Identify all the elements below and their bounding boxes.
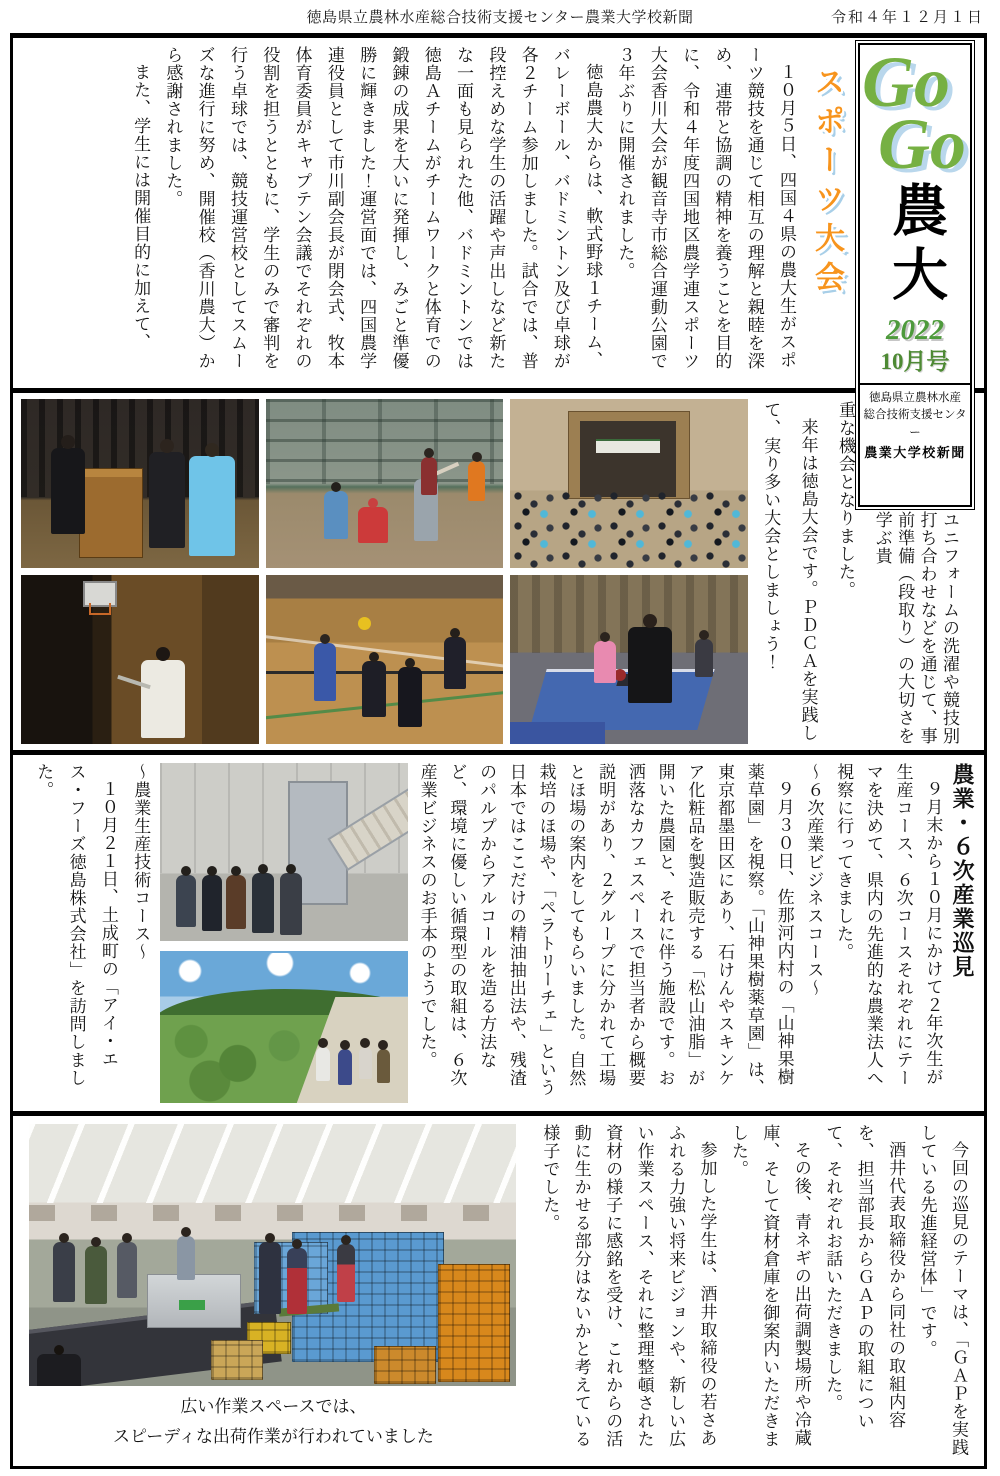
section-gap-visit bbox=[13, 1116, 984, 1468]
gap-paragraph-4: 参加した学生は、酒井取締役の若さあふれる力強い将来ビジョンや、新しい広い作業スペース、それに整理整頓された資材の様子に感銘を受け、これからの活動に生かせる部分はないかと考えている様子でした。 bbox=[540, 1124, 717, 1448]
gap-photo-column bbox=[29, 1124, 518, 1468]
agri-body: ９月３０日、佐那河内村の「山神果樹薬草園」を視察。「山神果樹薬草園」は、東京都墨田区にあり、石けんやスキンケア化粧品を製造販売する「松山油脂」が開いた農園と、それに伴う施設です。お洒落なカフェスペースで担当者から概要説明があり、２グループに分かれて工場とほ場の案内をしてもらいました。自然栽培のほ場や、「ペラトリーチェ」という日本ではここだけの精油抽出法や、残渣のパルプからアルコールを造る方法など、環境に優しい循環型の取組は、６次産業ビジネスのお手本のようでした。 bbox=[417, 763, 794, 1097]
masthead-issue: 10月号 bbox=[880, 348, 950, 374]
sports-cont-end: 重な機会となりました。 bbox=[836, 401, 855, 599]
photo-opening-ceremony bbox=[510, 399, 748, 568]
ceiling-lights bbox=[29, 1124, 516, 1203]
person-catcher bbox=[358, 507, 388, 543]
worker-3 bbox=[117, 1242, 137, 1298]
student-4 bbox=[252, 873, 274, 933]
paper-title: 徳島県立農林水産総合技術支援センター農業大学校新聞 bbox=[306, 9, 694, 26]
seated-crowd bbox=[510, 490, 748, 568]
page-frame bbox=[10, 33, 987, 1469]
person-umpire bbox=[324, 491, 348, 539]
agri-intro: ９月末から１０月にかけて２年次生が生産コース、６次コースそれぞれにテーマを決めて、県内の先進的な農業法人へ視察に行ってきました。 bbox=[834, 763, 943, 1087]
gap-paragraph-3: その後、青ネギの出荷調製場所や冷蔵庫、そして資材倉庫を御案内いただきました。 bbox=[728, 1124, 811, 1448]
photo-warehouse bbox=[29, 1124, 516, 1386]
person-player-2 bbox=[398, 667, 422, 727]
person-blue-shirt bbox=[189, 456, 235, 556]
person-spectator bbox=[695, 639, 713, 677]
photo-volleyball bbox=[266, 575, 504, 744]
worker-1 bbox=[53, 1242, 75, 1302]
agri-visit-text: １０月２１日、土成町の「アイ・エス・フーズ徳島株式会社」を訪問しました。 bbox=[34, 763, 118, 1087]
sports-photo-grid bbox=[21, 399, 748, 744]
masthead-go-bottom: Go bbox=[878, 104, 966, 185]
section-agri-tour bbox=[13, 755, 984, 1111]
scale-display bbox=[179, 1300, 205, 1310]
student-1 bbox=[176, 875, 196, 927]
worker-5 bbox=[259, 1242, 281, 1314]
gap-paragraph-2: 酒井代表取締役から同社の取組内容を、担当部長からＧＡＰの取組について、それぞれお話いただきました。 bbox=[823, 1124, 906, 1430]
sports-paragraph-1: １０月５日、四国４県の農大生がスポーツ競技を通じて相互の理解と親睦を深め、連帯と協調の精神を養うことを目的に、令和４年度四国地区農学連スポーツ大会香川大会が観音寺市総合運動公園で３年ぶりに開催されました。 bbox=[615, 46, 796, 370]
sports-article-text bbox=[25, 46, 802, 386]
photo-orchard-walk bbox=[160, 951, 408, 1103]
sports-title-column bbox=[802, 46, 850, 388]
person-student bbox=[149, 452, 185, 548]
agri-subhead-production: ～農業生産技術コース～ bbox=[131, 763, 151, 961]
stage-banner bbox=[596, 439, 660, 453]
walker-2 bbox=[338, 1049, 352, 1085]
gap-article-text bbox=[518, 1124, 974, 1460]
agri-headline: 農業・６次産業巡見 bbox=[950, 763, 975, 979]
walker-3 bbox=[359, 1047, 372, 1079]
stage-opening bbox=[580, 421, 676, 497]
student-5 bbox=[280, 873, 302, 935]
section-sports-article bbox=[13, 38, 984, 388]
worker-4 bbox=[177, 1236, 195, 1280]
masthead-go-top: Go bbox=[862, 43, 950, 122]
agri-left-column bbox=[27, 763, 156, 1103]
org-line-3: 農業大学校新聞 bbox=[864, 444, 966, 460]
person-player-1 bbox=[362, 661, 386, 717]
sports-closing: 来年は徳島大会です。ＰＤＣＡを実践して、実り多い大会としましょう！ bbox=[761, 401, 818, 742]
orange-crate-low bbox=[374, 1346, 436, 1384]
volleyball-ball bbox=[358, 617, 371, 630]
worker-red-apron-2 bbox=[337, 1244, 355, 1302]
person-staff-red bbox=[421, 457, 437, 495]
person-presenter bbox=[51, 448, 85, 534]
sports-continuation-left bbox=[748, 399, 864, 744]
page-header bbox=[0, 6, 1000, 32]
sports-paragraph-2: 徳島農大からは、軟式野球１チーム、バレーボール、バドミントン及び卓球が各２チーム参加しました。試合では、普段控えめな学生の活躍や声出しなど新たな一面も見られた他、バドミントンでは徳島Ａチームがチームワークと体育での鍛錬の成果を大いに発揮し、みごと準優勝に輝きました！運営面では、四国農学連役員として市川副会長が閉会式、牧本体育委員がキャプテン会議でそれぞれの役割を担うとともに、学生のみで審判を行う卓球では、競技運営校としてスムーズな進行に努め、開催校（香川農大）から感謝されました。 bbox=[163, 46, 603, 370]
person-staff-orange bbox=[468, 461, 485, 501]
walker-1 bbox=[316, 1047, 330, 1081]
agri-subhead-business: ～６次産業ビジネスコース～ bbox=[804, 763, 824, 997]
blue-barrier bbox=[510, 722, 605, 744]
wood-crate bbox=[211, 1340, 263, 1380]
person-badminton-player bbox=[141, 660, 185, 738]
gap-paragraph-1: 今回の巡見のテーマは、「ＧＡＰを実践している先進経営体」です。 bbox=[917, 1124, 968, 1457]
walker-4 bbox=[377, 1049, 390, 1083]
person-tt-player bbox=[628, 627, 672, 703]
photo-award-ceremony bbox=[21, 399, 259, 568]
org-line-2: 総合技術支援センター bbox=[863, 409, 967, 440]
worker-red-apron-1 bbox=[287, 1248, 307, 1314]
sports-paragraph-3: また、学生には開催目的に加えて、 bbox=[131, 63, 151, 351]
orange-crate-stack bbox=[438, 1264, 510, 1382]
photo-caption bbox=[29, 1392, 518, 1452]
photo-badminton bbox=[21, 575, 259, 744]
worker-2 bbox=[85, 1246, 107, 1304]
photo-table-tennis bbox=[510, 575, 748, 744]
sports-cont-text: ユニフォームの洗濯や競技別打ち合わせなどを通じて、事前準備（段取り）の大切さを学ぶ貴 bbox=[872, 511, 959, 745]
person-pink-shirt bbox=[594, 641, 616, 683]
person-player-blue bbox=[314, 643, 336, 701]
agri-photo-column bbox=[156, 763, 412, 1105]
masthead-year: 2022 bbox=[886, 314, 944, 347]
observer-foreground bbox=[37, 1354, 81, 1386]
person-player-3 bbox=[444, 637, 466, 689]
masthead-org bbox=[860, 383, 970, 464]
sports-title: スポーツ大会 bbox=[810, 66, 843, 300]
podium bbox=[79, 468, 143, 558]
masthead-title: 農大 bbox=[884, 181, 946, 310]
org-line-1: 徳島県立農林水産 bbox=[869, 391, 961, 404]
photo-factory-tour bbox=[160, 763, 408, 941]
agri-main-text bbox=[412, 763, 976, 1103]
masthead bbox=[855, 40, 975, 510]
student-2 bbox=[202, 875, 222, 931]
issue-date: 令和４年１２月１日 bbox=[830, 9, 984, 26]
photo-baseball bbox=[266, 399, 504, 568]
student-3 bbox=[226, 875, 246, 929]
masthead-inner bbox=[858, 43, 972, 507]
caption-line-1: 広い作業スペースでは、 bbox=[180, 1397, 367, 1416]
hoop-rim bbox=[89, 603, 111, 615]
section-sports-photos bbox=[13, 393, 984, 750]
sports-continuation-right bbox=[864, 511, 960, 745]
window-strip bbox=[29, 1205, 516, 1221]
caption-line-2: スピーディな出荷作業が行われていました bbox=[112, 1426, 434, 1446]
